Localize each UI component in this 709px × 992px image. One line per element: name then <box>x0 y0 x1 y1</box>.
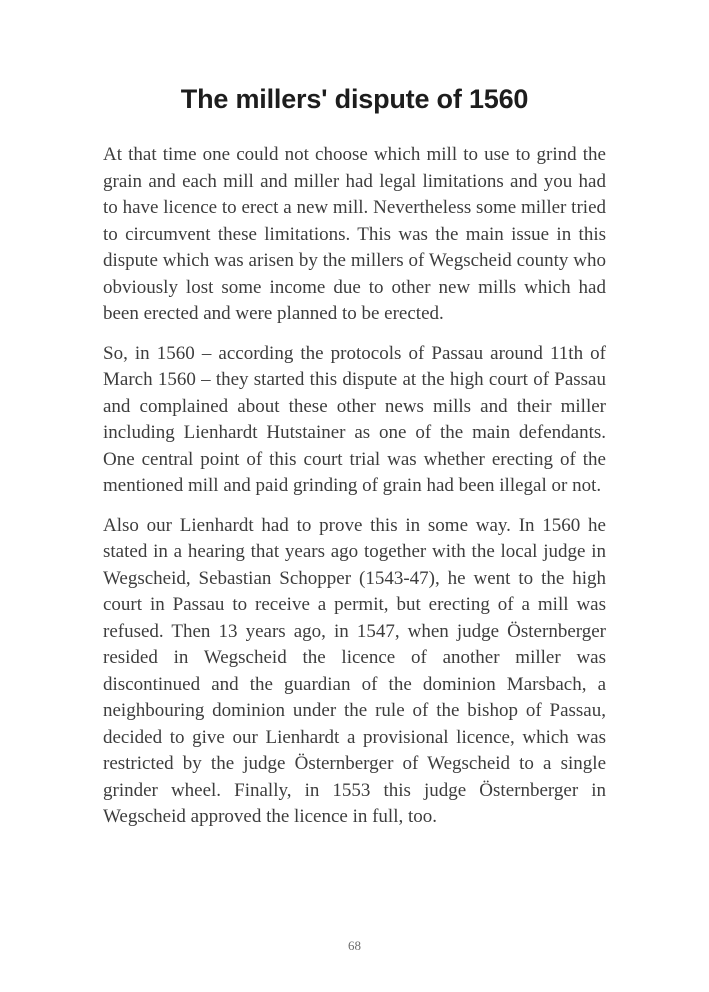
body-text <box>103 142 606 831</box>
paragraph: So, in 1560 – according the protocols of Passau around 11th of March 1560 – they started this dispute at the high court of Passau and complained about these other news mills and their miller including Lienhardt Hutstainer as one of the main defendants. One central point of this court trial was whether erecting of the mentioned mill and paid grinding of grain had been illegal or not. <box>103 342 606 497</box>
page-title: The millers' dispute of 1560 <box>180 84 529 114</box>
paragraph: Also our Lienhardt had to prove this in some way. In 1560 he stated in a hearing that years ago together with the local judge in Wegscheid, Sebastian Schopper (1543-47), he went to the high court in Passau to receive a permit, but erecting of a mill was refused. Then 13 years ago, in 1547, when judge Östernberger resided in Wegscheid the licence of another miller was discontinued and the guardian of the dominion Marsbach, a neighbouring dominion under the rule of the bishop of Passau, decided to give our Lienhardt a provisional licence, which was restricted by the judge Östernberger of Wegscheid to a single grinder wheel. Finally, in 1553 this judge Östernberger in Wegscheid approved the licence in full, too. <box>103 514 606 828</box>
page-number: 68 <box>348 938 361 953</box>
page-content <box>103 0 606 844</box>
paragraph: At that time one could not choose which mill to use to grind the grain and each mill and miller had legal limitations and you had to have licence to erect a new mill. Nevertheless some miller tried to circumvent these limitations. This was the main issue in this dispute which was arisen by the millers of Wegscheid county who obviously lost some income due to other new mills which had been erected and were planned to be erected. <box>103 144 606 325</box>
